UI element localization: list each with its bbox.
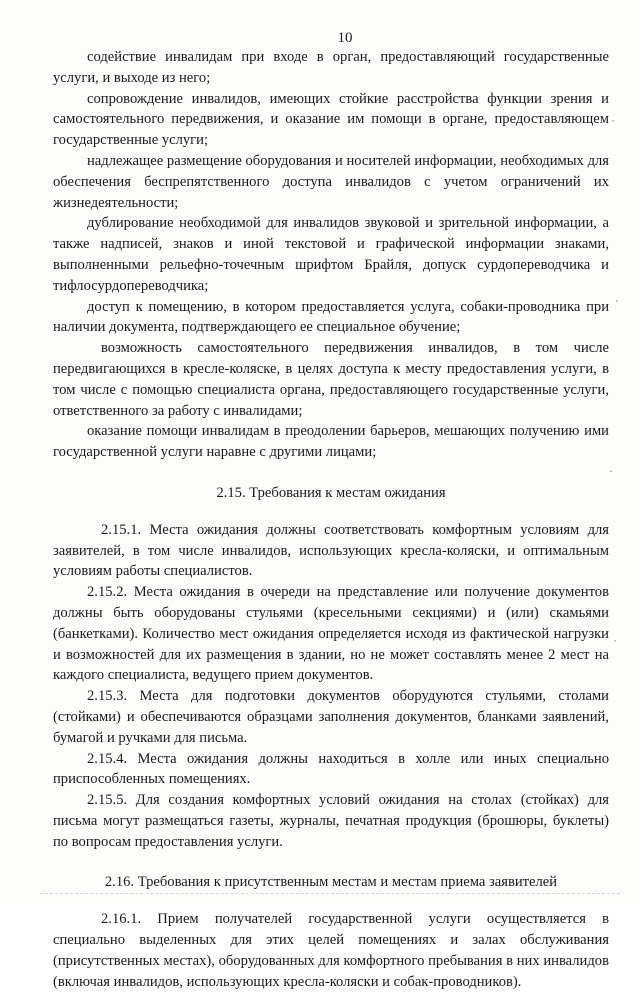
paragraph-2-15-5: 2.15.5. Для создания комфортных условий ожидания на столах (стойках) для письма могут размещаться газеты, журналы, печатная продукция (брошюры, буклеты) по вопросам предоставления услуги. (53, 792, 609, 850)
paragraph-2-15-4: 2.15.4. Места ожидания должны находиться в холле или иных специально приспособленных помещениях. (53, 750, 609, 788)
paragraph-escort: сопровождение инвалидов, имеющих стойкие расстройства функции зрения и самостоятельного передвижения, и оказание им помощи в органе, предоставляющем государственные услуги; (53, 90, 609, 149)
scan-speck (614, 640, 616, 642)
scan-speck (612, 120, 614, 122)
scan-speck (610, 470, 612, 472)
page-number: 10 (337, 30, 353, 46)
paragraph-barriers: оказание помощи инвалидам в преодолении барьеров, мешающих получению ими государственной услуги наравне с другими лицами; (53, 423, 609, 461)
paragraph-2-16-1: 2.16.1. Прием получателей государственной услуги осуществляется в специально выделенных для этих целей помещениях и залах обслуживания (присутственных местах), оборудованных для комфортного пребывания в них инвалидов (включая инвалидов, использующих кресла-коляски и собак-проводников). (53, 911, 609, 990)
paragraph-guide-dog: доступ к помещению, в котором предоставляется услуга, собаки-проводника при наличии документа, подтверждающего ее специальное обучение; (53, 298, 609, 336)
paragraph-2-15-3: 2.15.3. Места для подготовки документов оборудуются стульями, столами (стойками) и обеспечиваются образцами заполнения документов, бланками заявлений, бумагой и ручками для письма. (53, 688, 609, 746)
paragraph-braille: дублирование необходимой для инвалидов звуковой и зрительной информации, а также надписей, знаков и иной текстовой и графической информации знаками, выполненными рельефно-точечным шрифтом Брайля, допуск сурдопереводчика и тифлосурдопереводчика; (53, 215, 609, 294)
paragraph-equipment: надлежащее размещение оборудования и носителей информации, необходимых для обеспечения беспрепятственного доступа инвалидов с учетом ограничений их жизнедеятельности; (53, 152, 609, 211)
spacer (53, 852, 609, 872)
paragraph-2-15-2: 2.15.2. Места ожидания в очереди на представление или получение документов должны быть оборудованы стульями (кресельными секциями) и (или) скамьями (банкетками). Количество мест ожидания определяется исходя из фактической нагрузки и возможностей для их размещения в здании, но не может составлять менее 2 мест на каждого специалиста, ведущего прием документов. (53, 584, 609, 684)
spacer (53, 463, 609, 483)
document-body (53, 47, 609, 992)
section-heading-2-16: 2.16. Требования к присутственным местам и местам приема заявителей (104, 874, 558, 891)
spacer (53, 504, 609, 520)
paragraph-assist-entry: содействие инвалидам при входе в орган, предоставляющий государственные услуги, и выходе из него; (53, 49, 609, 86)
section-heading-2-15: 2.15. Требования к местам ожидания (216, 484, 446, 501)
paragraph-2-15-1: 2.15.1. Места ожидания должны соответствовать комфортным условиям для заявителей, в том числе инвалидов, использующих кресла-коляски, и оптимальным условиям работы специалистов. (53, 521, 609, 580)
scan-artifact-line (40, 893, 620, 900)
paragraph-mobility: возможность самостоятельного передвижения инвалидов, в том числе передвигающихся в кресле-коляске, в целях доступа к месту предоставления услуги, в том числе с помощью специалиста органа, предоставляющего государственные услуги, ответственного за работу с инвалидами; (53, 340, 609, 419)
scan-speck (616, 300, 618, 302)
